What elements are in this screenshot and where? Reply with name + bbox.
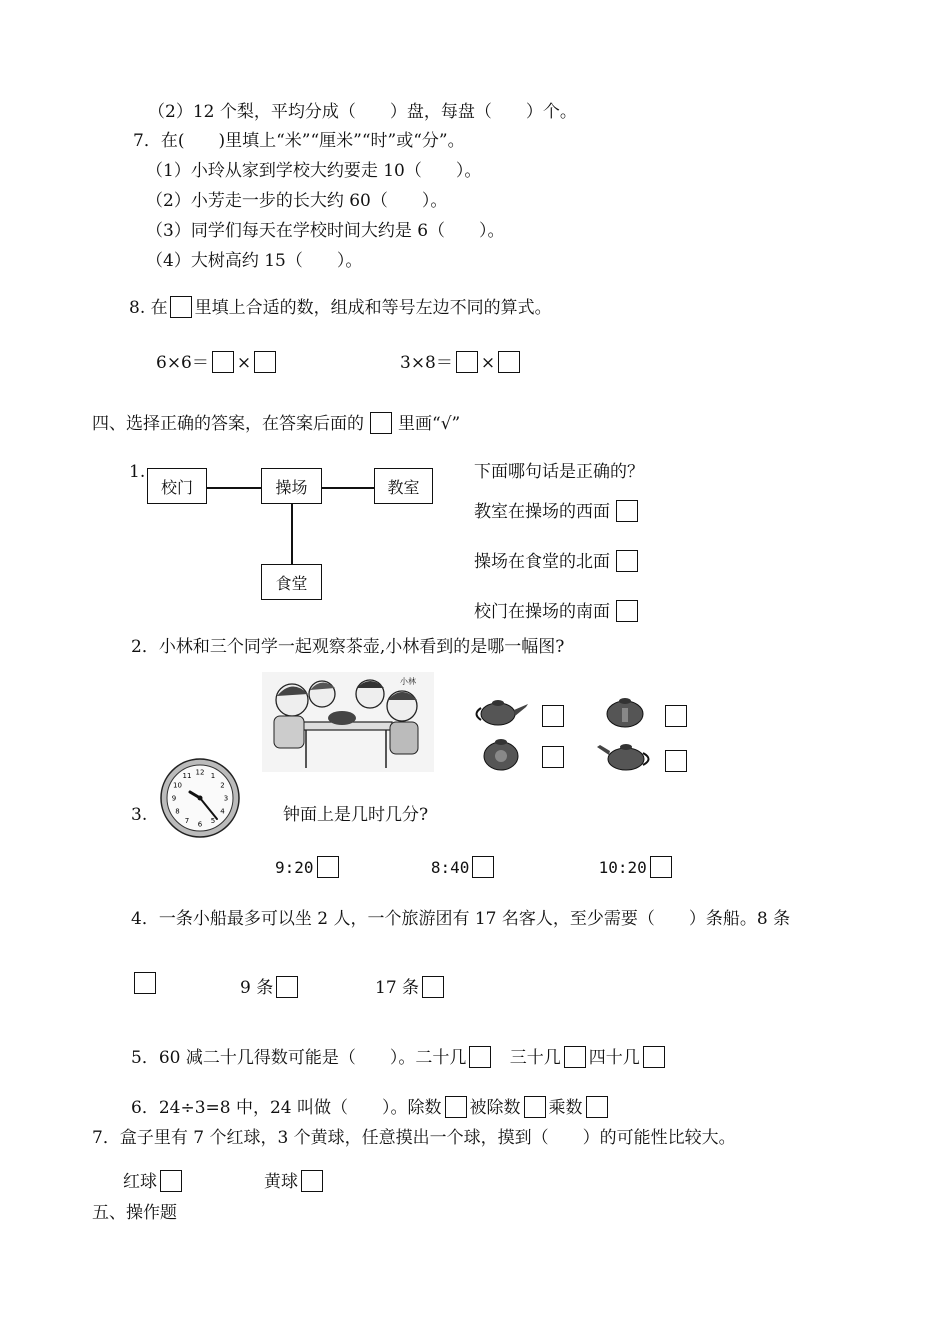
clock-number: 7 bbox=[184, 817, 190, 825]
clock-number: 12 bbox=[195, 768, 205, 777]
answer-checkbox[interactable] bbox=[422, 976, 444, 998]
s4q3-question: 钟面上是几时几分? bbox=[283, 805, 429, 825]
section-5-heading: 五、操作题 bbox=[92, 1203, 177, 1223]
option-label: 10:20 bbox=[598, 858, 647, 877]
answer-checkbox[interactable] bbox=[469, 1046, 491, 1068]
children-table-illustration bbox=[262, 672, 434, 772]
answer-checkbox[interactable] bbox=[616, 550, 638, 572]
s4q1-question: 下面哪句话是正确的？ bbox=[474, 462, 644, 482]
option-label: 除数 bbox=[407, 1098, 442, 1118]
q8-equation-2 bbox=[400, 351, 523, 373]
answer-checkbox[interactable] bbox=[472, 856, 494, 878]
answer-box[interactable] bbox=[254, 351, 276, 373]
option-label: 二十几 bbox=[415, 1048, 467, 1068]
option-label: 校门在操场的南面 bbox=[474, 602, 610, 622]
times-sign: × bbox=[480, 353, 496, 373]
q6-2-text: （2）12 个梨，平均分成（ ）盘，每盘（ ）个。 bbox=[148, 102, 577, 122]
s4q4-text: 4．一条小船最多可以坐 2 人，一个旅游团有 17 名客人，至少需要（ ）条船。8 条 bbox=[131, 909, 791, 929]
map-node-classroom: 教室 bbox=[374, 468, 433, 504]
clock-number: 9 bbox=[171, 794, 177, 803]
checkbox-icon bbox=[170, 296, 192, 318]
clock-number: 2 bbox=[220, 781, 225, 790]
answer-checkbox[interactable] bbox=[665, 750, 687, 772]
s4q7-option-1 bbox=[123, 1170, 185, 1192]
q8-eq1-label: 6×6＝ bbox=[156, 353, 209, 373]
teapot-icon bbox=[479, 733, 523, 773]
answer-box[interactable] bbox=[498, 351, 520, 373]
answer-checkbox[interactable] bbox=[445, 1096, 467, 1118]
q8-eq2-label: 3×8＝ bbox=[400, 353, 453, 373]
s4q4-option-2 bbox=[240, 976, 301, 998]
option-label: 三十几 bbox=[509, 1048, 561, 1068]
checkbox-icon bbox=[370, 412, 392, 434]
answer-checkbox[interactable] bbox=[542, 705, 564, 727]
section-4-post: 里画“√” bbox=[398, 414, 461, 434]
q8-equation-1 bbox=[156, 351, 279, 373]
s4q7-option-2 bbox=[264, 1170, 326, 1192]
answer-checkbox[interactable] bbox=[616, 600, 638, 622]
clock-number: 3 bbox=[223, 794, 229, 803]
map-node-field: 操场 bbox=[261, 468, 322, 504]
map-connector bbox=[291, 504, 293, 564]
option-label: 操场在食堂的北面 bbox=[474, 552, 610, 572]
s4q5-text: 5．60 减二十几得数可能是（ ）。 bbox=[131, 1048, 416, 1068]
answer-checkbox[interactable] bbox=[586, 1096, 608, 1118]
s4q1-option-2 bbox=[474, 550, 641, 572]
q7-item-3: （3）同学们每天在学校时间大约是 6（ ）。 bbox=[146, 221, 505, 241]
s4q4-option-3 bbox=[375, 976, 447, 998]
clock-number: 11 bbox=[182, 772, 192, 780]
q8-pre: 8. 在 bbox=[129, 298, 168, 318]
answer-checkbox[interactable] bbox=[616, 500, 638, 522]
teapot-icon bbox=[603, 692, 647, 730]
option-label: 教室在操场的西面 bbox=[474, 502, 610, 522]
option-label: 被除数 bbox=[469, 1098, 521, 1118]
clock-number: 4 bbox=[220, 807, 225, 816]
map-connector bbox=[322, 487, 374, 489]
q7-item-4: （4）大树高约 15（ ）。 bbox=[146, 251, 363, 271]
clock-number: 5 bbox=[210, 817, 216, 825]
map-connector bbox=[207, 487, 261, 489]
clock-number: 10 bbox=[173, 781, 182, 790]
clock-number: 6 bbox=[197, 820, 203, 829]
s4q1-option-3 bbox=[474, 600, 641, 622]
option-label: 四十几 bbox=[588, 1048, 640, 1068]
option-label: 乘数 bbox=[548, 1098, 583, 1118]
option-label: 17 条 bbox=[375, 978, 420, 998]
q7-item-1: （1）小玲从家到学校大约要走 10（ ）。 bbox=[146, 161, 482, 181]
answer-box[interactable] bbox=[456, 351, 478, 373]
answer-checkbox[interactable] bbox=[643, 1046, 665, 1068]
clock-number: 8 bbox=[175, 807, 180, 816]
s4q1-option-1 bbox=[474, 500, 641, 522]
answer-box[interactable] bbox=[212, 351, 234, 373]
map-node-canteen: 食堂 bbox=[261, 564, 322, 600]
answer-checkbox[interactable] bbox=[524, 1096, 546, 1118]
s4q1-number: 1. bbox=[129, 462, 146, 482]
option-label: 黄球 bbox=[264, 1172, 298, 1192]
s4q7-text: 7．盒子里有 7 个红球，3 个黄球，任意摸出一个球，摸到（ ）的可能性比较大。 bbox=[92, 1128, 736, 1148]
q7-title: 7．在( )里填上“米”“厘米”“时”或“分”。 bbox=[133, 131, 465, 151]
option-label: 9:20 bbox=[275, 858, 314, 877]
answer-checkbox[interactable] bbox=[160, 1170, 182, 1192]
option-label: 9 条 bbox=[240, 978, 274, 998]
option-label: 8:40 bbox=[430, 858, 470, 877]
option-label: 红球 bbox=[123, 1172, 157, 1192]
clock-number: 1 bbox=[210, 772, 216, 780]
answer-checkbox[interactable] bbox=[301, 1170, 323, 1192]
s4q2-text: 2．小林和三个同学一起观察茶壶,小林看到的是哪一幅图? bbox=[131, 637, 565, 657]
s4q5-line bbox=[131, 1046, 668, 1068]
answer-checkbox[interactable] bbox=[564, 1046, 586, 1068]
s4q3-number: 3. bbox=[131, 805, 148, 825]
s4q6-text: 6．24÷3=8 中，24 叫做（ ）。 bbox=[131, 1098, 408, 1118]
answer-checkbox[interactable] bbox=[317, 856, 339, 878]
answer-checkbox[interactable] bbox=[276, 976, 298, 998]
answer-checkbox[interactable] bbox=[650, 856, 672, 878]
answer-checkbox[interactable] bbox=[542, 746, 564, 768]
teapot-icon bbox=[470, 692, 532, 728]
answer-checkbox[interactable] bbox=[134, 972, 156, 994]
times-sign: × bbox=[236, 353, 252, 373]
answer-checkbox[interactable] bbox=[665, 705, 687, 727]
q8-post: 里填上合适的数，组成和等号左边不同的算式。 bbox=[194, 298, 552, 318]
map-node-gate: 校门 bbox=[147, 468, 207, 504]
analog-clock-icon bbox=[159, 757, 241, 839]
q7-item-2: （2）小芳走一步的长大约 60（ ）。 bbox=[146, 191, 448, 211]
q8-text bbox=[129, 296, 552, 318]
teapot-icon bbox=[594, 735, 658, 773]
section-4-pre: 四、选择正确的答案，在答案后面的 bbox=[92, 414, 364, 434]
s4q6-line bbox=[131, 1096, 611, 1118]
section-4-heading bbox=[92, 412, 460, 434]
s4q3-options bbox=[275, 856, 675, 878]
illustration-label: 小林 bbox=[400, 677, 416, 686]
